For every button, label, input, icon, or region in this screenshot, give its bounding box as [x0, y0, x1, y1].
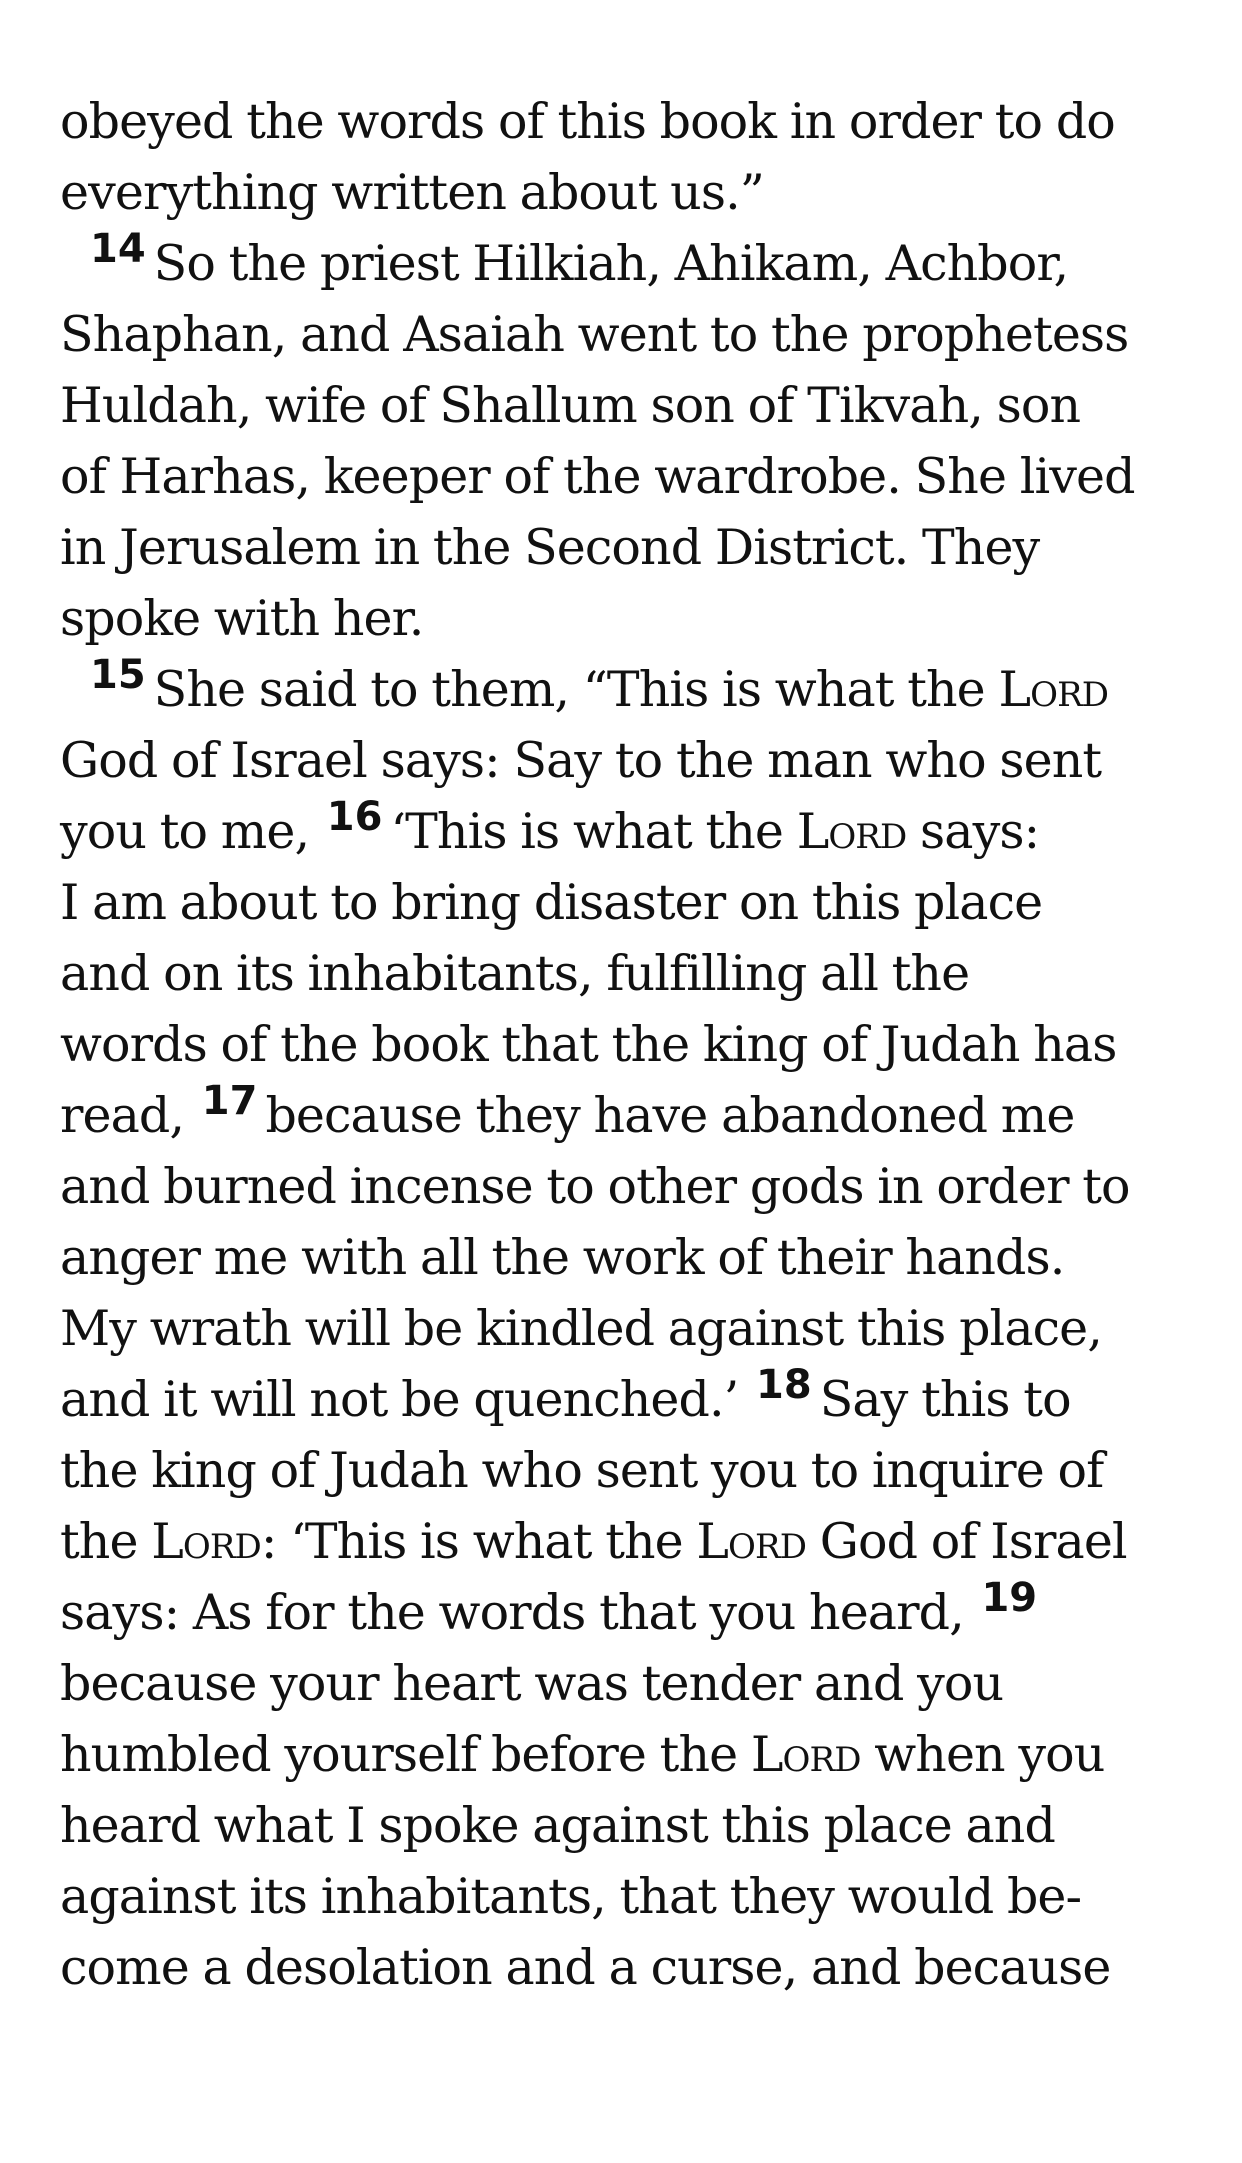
- divine-name-small-caps: Lord: [696, 1513, 807, 1570]
- verse-text: anger me with all the work of their hands.: [60, 1229, 1065, 1286]
- verse-number[interactable]: 15: [90, 652, 146, 698]
- verse-number[interactable]: 16: [326, 794, 383, 840]
- divine-name-small-caps: Lord: [151, 1513, 261, 1570]
- verse-text: obeyed the words of this book in order to do: [60, 93, 1115, 150]
- verse-text: God of Israel: [806, 1513, 1127, 1570]
- verse-text: read,: [60, 1087, 198, 1144]
- text-line: [60, 1435, 1202, 1506]
- verse-text: the: [60, 1513, 152, 1570]
- verse-number[interactable]: 19: [981, 1575, 1038, 1621]
- verse-number[interactable]: 18: [756, 1362, 812, 1408]
- verse-text: you to me,: [60, 803, 323, 860]
- verse-text: : ‘This is what the: [260, 1513, 697, 1570]
- text-line: [60, 796, 1202, 867]
- text-line: [60, 1009, 1202, 1080]
- text-line: [60, 725, 1202, 796]
- verse-text: the king of Judah who sent you to inquire of: [60, 1442, 1104, 1499]
- verse-text: because they have abandoned me: [265, 1087, 1075, 1144]
- verse-text: because your heart was tender and you: [60, 1655, 1004, 1712]
- verse-text: God of Israel says: Say to the man who sent: [60, 732, 1102, 789]
- text-line: [60, 938, 1202, 1009]
- text-line: [60, 867, 1202, 938]
- text-line: [60, 583, 1202, 654]
- verse-text: says: As for the words that you heard,: [60, 1584, 978, 1641]
- verse-text: words of the book that the king of Judah has: [60, 1016, 1117, 1073]
- verse-text: My wrath will be kindled against this place,: [60, 1300, 1102, 1357]
- verse-text: Say this to: [819, 1371, 1071, 1428]
- text-line: [60, 1648, 1202, 1719]
- verse-text: against its inhabitants, that they would be-: [60, 1868, 1082, 1925]
- verse-text: Shaphan, and Asaiah went to the prophetess: [60, 306, 1129, 363]
- text-line: [60, 1719, 1202, 1790]
- verse-number[interactable]: 17: [201, 1078, 258, 1124]
- verse-text: of Harhas, keeper of the wardrobe. She lived: [60, 448, 1135, 505]
- verse-text: So the priest Hilkiah, Ahikam, Achbor,: [153, 235, 1069, 292]
- text-line: [60, 1506, 1202, 1577]
- verse-text: humbled yourself before the: [60, 1726, 751, 1783]
- text-line: [60, 299, 1202, 370]
- verse-text: everything written about us.”: [60, 164, 764, 221]
- text-line: [60, 1080, 1202, 1151]
- text-line: [60, 1364, 1202, 1435]
- text-line: [60, 157, 1202, 228]
- divine-name-small-caps: Lord: [750, 1726, 861, 1783]
- verse-text: and on its inhabitants, fulfilling all the: [60, 945, 970, 1002]
- text-line: [60, 1932, 1202, 2003]
- text-line: [60, 86, 1202, 157]
- verse-text: spoke with her.: [60, 590, 424, 647]
- verse-text: and burned incense to other gods in order to: [60, 1158, 1130, 1215]
- text-line: [60, 512, 1202, 583]
- verse-text: heard what I spoke against this place and: [60, 1797, 1055, 1854]
- text-line: [60, 441, 1202, 512]
- verse-text: She said to them, “This is what the: [153, 661, 999, 718]
- verse-number[interactable]: 14: [90, 226, 146, 272]
- verse-text: in Jerusalem in the Second District. They: [60, 519, 1040, 576]
- text-line: [60, 370, 1202, 441]
- verse-text: Huldah, wife of Shallum son of Tikvah, son: [60, 377, 1081, 434]
- text-line: [60, 1222, 1202, 1293]
- text-line: [60, 654, 1202, 725]
- verse-text: and it will not be quenched.’: [60, 1371, 753, 1428]
- text-line: [60, 1790, 1202, 1861]
- scripture-passage: [60, 86, 1202, 2003]
- text-line: [60, 1861, 1202, 1932]
- verse-text: when you: [860, 1726, 1105, 1783]
- verse-text: I am about to bring disaster on this place: [60, 874, 1043, 931]
- verse-text: says:: [906, 803, 1040, 860]
- divine-name-small-caps: Lord: [998, 661, 1109, 718]
- text-line: [60, 1293, 1202, 1364]
- text-line: [60, 1151, 1202, 1222]
- text-line: [60, 228, 1202, 299]
- divine-name-small-caps: Lord: [796, 803, 907, 860]
- text-line: [60, 1577, 1202, 1648]
- verse-text: ‘This is what the: [390, 803, 797, 860]
- verse-text: come a desolation and a curse, and because: [60, 1939, 1111, 1996]
